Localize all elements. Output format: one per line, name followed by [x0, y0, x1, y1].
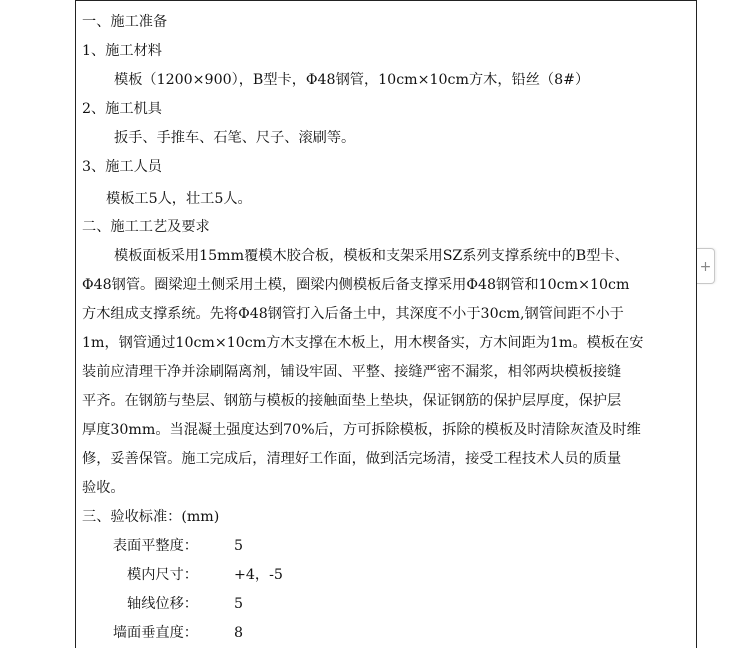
materials-text: 模板（1200×900），B型卡，Φ48钢管，10cm×10cm方木，铅丝（8#）: [114, 72, 590, 88]
standard-row: [82, 590, 690, 619]
standard-value: 5: [234, 596, 244, 612]
standard-label: 轴线位移：: [127, 596, 198, 612]
expand-panel-button[interactable]: +: [697, 248, 715, 284]
tools-text: 扳手、手推车、石笔、尺子、滚刷等。: [114, 130, 356, 146]
standard-row: [82, 561, 690, 590]
standard-row: [82, 619, 690, 648]
process-line-9: 验收。: [82, 480, 125, 496]
table-top-border: [75, 0, 697, 1]
process-line-7: 厚度30mm。当混凝土强度达到70%后，方可拆除模板，拆除的模板及时清除灰渣及时维: [82, 422, 641, 438]
standard-label: 表面平整度：: [112, 538, 198, 554]
heading-acceptance: 三、验收标准：(mm): [82, 509, 220, 525]
process-line-5: 装前应清理干净并涂刷隔离剂，铺设牢固、平整、接缝严密不漏浆，相邻两块模板接缝: [82, 364, 622, 380]
standard-label: 墙面垂直度：: [112, 625, 198, 641]
standard-label: 模内尺寸：: [127, 567, 198, 583]
standard-value: 5: [234, 538, 244, 554]
personnel-text: 模板工5人，壮工5人。: [106, 191, 252, 207]
heading-process: 二、施工工艺及要求: [82, 219, 210, 235]
table-right-border: [696, 0, 697, 648]
document-content: [82, 8, 690, 648]
subheading-tools: 2、施工机具: [82, 101, 162, 117]
standard-row: [82, 532, 690, 561]
subheading-materials: 1、施工材料: [82, 43, 162, 59]
process-line-2: Φ48钢管。圈梁迎土侧采用土模，圈梁内侧模板后备支撑采用Φ48钢管和10cm×10cm: [82, 277, 630, 293]
standard-value: +4，-5: [234, 567, 283, 583]
process-line-1: 模板面板采用15mm覆模木胶合板，模板和支架采用SZ系列支撑系统中的B型卡、: [114, 248, 629, 264]
heading-preparation: 一、施工准备: [82, 14, 168, 30]
table-left-border: [75, 0, 76, 648]
process-line-6: 平齐。在钢筋与垫层、钢筋与模板的接触面垫上垫块，保证钢筋的保护层厚度，保护层: [82, 393, 622, 409]
process-line-4: 1m，钢管通过10cm×10cm方木支撑在木板上，用木楔备实，方木间距为1m。模板在安: [82, 335, 644, 351]
standard-value: 8: [234, 625, 244, 641]
subheading-personnel: 3、施工人员: [82, 159, 162, 175]
process-line-8: 修，妥善保管。施工完成后，清理好工作面，做到活完场清，接受工程技术人员的质量: [82, 451, 622, 467]
process-line-3: 方木组成支撑系统。先将Φ48钢管打入后备土中，其深度不小于30cm,钢管间距不小于: [82, 306, 624, 322]
